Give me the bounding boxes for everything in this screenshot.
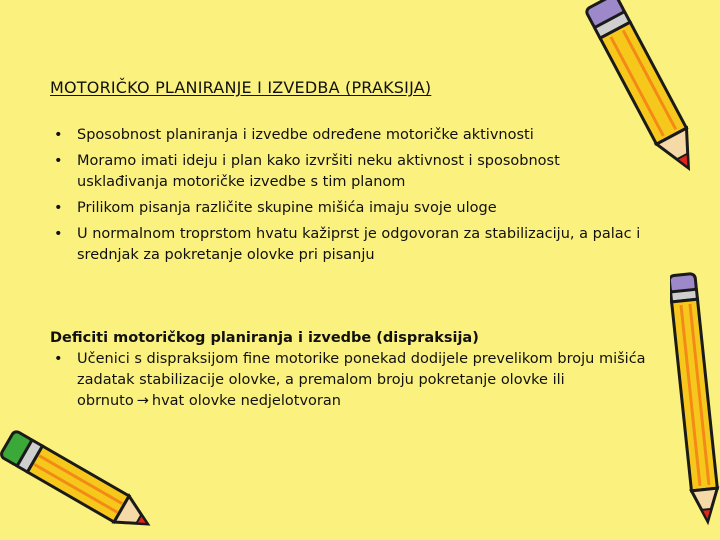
list-item: • U normalnom troprstom hvatu kažiprst je odgovoran za stabilizaciju, a palac i srednjak za pokretanje olovke pri pisanju <box>50 224 650 266</box>
list-item: • Moramo imati ideju i plan kako izvršiti neku aktivnost i sposobnost usklađivanja motoričke izvedbe s tim planom <box>50 151 650 193</box>
arrow-symbol: → <box>136 393 149 409</box>
list-item: • Prilikom pisanja različite skupine mišića imaju svoje uloge <box>50 198 650 219</box>
pencil-icon <box>670 270 720 530</box>
slide-title: MOTORIČKO PLANIRANJE I IZVEDBA (PRAKSIJA) <box>50 78 432 97</box>
bullet-text-end: hvat olovke nedjelotvoran <box>151 393 341 409</box>
bullet-text: Učenici s dispraksijom fine motorike ponekad dodijele prevelikom broju mišića zadatak stabilizacije olovke, a premalom broju pokretanje olovke ili obrnuto <box>77 351 646 409</box>
section-heading: Deficiti motoričkog planiranja i izvedbe (dispraksija) <box>50 330 479 346</box>
list-item: • Sposobnost planiranja i izvedbe određene motoričke aktivnosti <box>50 125 650 146</box>
dyspraxia-section <box>50 328 650 412</box>
section-bullet-list <box>50 349 650 412</box>
list-item <box>50 349 650 412</box>
pencil-icon <box>0 430 160 540</box>
bullet-list <box>50 125 650 271</box>
pencil-icon <box>585 0 715 195</box>
